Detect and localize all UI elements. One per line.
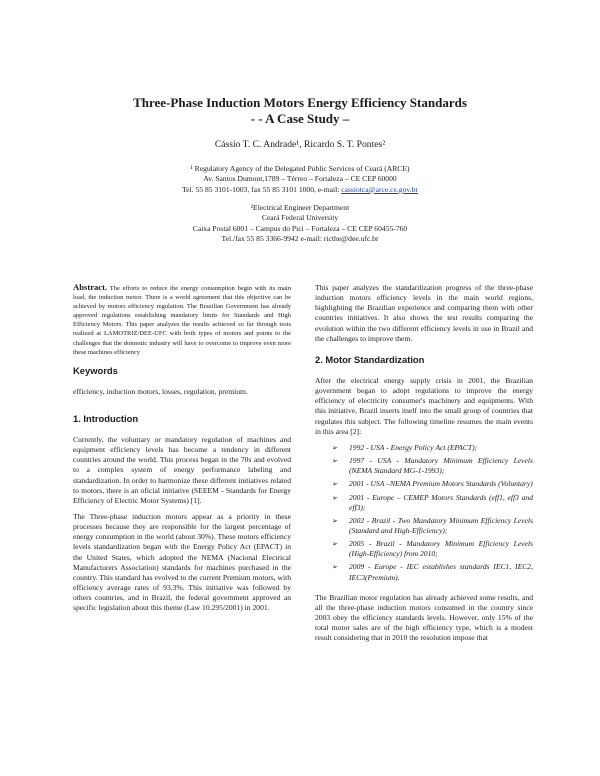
title-line-2: - - A Case Study – [250, 111, 350, 126]
arrowhead-bullet-icon: ➢ [332, 493, 338, 502]
affiliation-1-contact [40, 185, 560, 195]
timeline-item-text: 2009 - Europe - IEC establishes standards IEC1, IEC2, IEC3(Premium). [349, 562, 533, 582]
section-1-heading: 1. Introduction [73, 412, 139, 424]
timeline-item [315, 479, 533, 489]
timeline-item-text: 2001 - USA –NEMA Premium Motors Standards (Voluntary) [349, 479, 533, 489]
section-1-paragraph-1: Currently, the voluntary or mandatory regulation of machines and equipment efficiency levels has become a tendency in different countries around the world. This process began in the 70s and evolved to a complex system of energy performance labeling and standardization. In order to harmonize these different initiatives related to motors, there is an oficial initiative (SEEEM - Standards for Energy Efficiency of Electric Motor Systems) [1]. [73, 434, 291, 505]
timeline-item [315, 539, 533, 559]
affiliation-2-dept: ²Electrical Engineer Department [250, 203, 350, 212]
timeline-item [315, 562, 533, 582]
timeline-item [315, 516, 533, 536]
affiliation-1-address: Av. Santos Dumont,1789 – Térreo – Fortaleza – CE CEP 60000 [203, 174, 397, 184]
title-line-1: Three-Phase Induction Motors Energy Efficiency Standards [133, 95, 467, 110]
arrowhead-bullet-icon: ➢ [332, 480, 338, 489]
timeline-item [315, 456, 533, 476]
author-list: Cássio T. C. Andrade¹, Ricardo S. T. Pontes² [214, 139, 386, 150]
arrowhead-bullet-icon: ➢ [332, 563, 338, 572]
affiliation-2-contact: Tel./fax 55 85 3366-9942 e-mail: ricthe@dee.ufc.br [221, 234, 379, 244]
section-1-paragraph-2: The Three-phase induction motors appear as a priority in these processes because they are responsible for the largest percentage of energy consumption in the world (about 30%). These motors efficiency levels standardization began with the Energy Policy Act (EPACT) in the United States, which adopted the NEMA (Nacional Electrical Manufacturers Association) standards for machines purchased in the country. This standard has evolved to the current Premium motors, with efficiency average rates of 93.3%. This initiative was followed by others countries, and in Brazil, the federal government approved an specific legislation about this theme (Law 10.295/2001) in 2001. [73, 512, 291, 613]
keywords-heading: Keywords [73, 364, 118, 376]
section-2-heading: 2. Motor Standardization [315, 353, 425, 365]
timeline-item-text: 1992 - USA - Energy Policy Act (EPACT); [349, 442, 478, 452]
timeline-item [315, 443, 533, 453]
timeline-item-text: 2001 - Europe – CEMEP Motors Standards (eff1, eff3 and eff3); [349, 492, 533, 512]
affiliation-1-contact-text: Tel. 55 85 3101-1003, fax 55 85 3101 1000, e-mail: [182, 184, 342, 194]
arrowhead-bullet-icon: ➢ [332, 457, 338, 466]
affiliation-2-university: Ceará Federal University [261, 213, 339, 223]
affiliation-2-address: Caixa Postal 6001 – Campus do Pici – Fortaleza – CE CEP 60455-760 [192, 223, 408, 233]
affiliation-1-email-link[interactable]: cassiotca@arce.ce.gov.br [341, 184, 418, 194]
right-column [315, 283, 533, 650]
timeline-item [315, 493, 533, 513]
abstract-heading: Abstract. [73, 282, 108, 292]
abstract-text: The efforts to reduce the energy consumption begin with its main load, the induction motor. There is a world agreement that this objective can be achieved by motors efficiency regulation. The Brazilian Government has already approved regulations establishing mandatory limits for Standards and High Efficiency Motors. This paper analyzes the results achieved so far through tests realized at LAMOTRIZ/DEE-UFC with both types of motors and points to the challenges that the domestic industry will have to overcome to improve even more these machines efficiency [73, 285, 291, 356]
left-column [73, 283, 291, 620]
intro-continuation: This paper analyzes the standardization progress of the three-phase induction motors efficiency levels in the main world regions, highlighting the Brazilian experience and comparing them with other countries initiatives. It also shows the test results comparing the evolution within the two different efficiency levels in use in Brazil and the challenges to improve them. [315, 283, 533, 343]
affiliation-1-name: ¹ Regulatory Agency of the Delegated Public Services of Ceará (ARCE) [190, 164, 410, 173]
affiliation-2 [40, 203, 560, 245]
arrowhead-bullet-icon: ➢ [332, 516, 338, 525]
abstract [73, 283, 291, 357]
section-2-paragraph-2: The Brazilian motor regulation has already achieved some results, and all the three-phase induction motors consumed in the country since 2003 obey the efficiency standards levels. However, only 15% of the total motor sales are of the high efficiency type, which is a modest result considering that in 2010 the resolution impose that [315, 592, 533, 643]
arrowhead-bullet-icon: ➢ [332, 540, 338, 549]
keywords-text: efficiency, induction motors, losses, regulation, premium. [73, 386, 248, 396]
section-2-paragraph-1: After the electrical energy supply crisis in 2001, the Brazilian government began to adopt regulations to improve the energy efficiency of electricity consumer's machinery and equipments. With this initiative, Brazil inserts itself into the small group of countries that regulates this subject. The following timeline resumes the main events in this area [2]: [315, 375, 533, 436]
timeline-item-text: 2002 - Brazil - Two Mandatory Minimum Efficiency Levels (Standard and High-Efficiency); [349, 515, 533, 535]
arrowhead-bullet-icon: ➢ [332, 443, 338, 452]
timeline-item-text: 1997 - USA - Mandatory Minimum Efficiency Levels (NEMA Standard MG-1-1993); [349, 456, 533, 476]
paper-title [60, 95, 540, 127]
timeline-item-text: 2005 - Brazil - Mandatory Minimum Efficiency Levels (High-Efficiency) from 2010; [349, 539, 533, 559]
timeline-list [315, 443, 533, 583]
affiliation-1 [40, 164, 560, 195]
